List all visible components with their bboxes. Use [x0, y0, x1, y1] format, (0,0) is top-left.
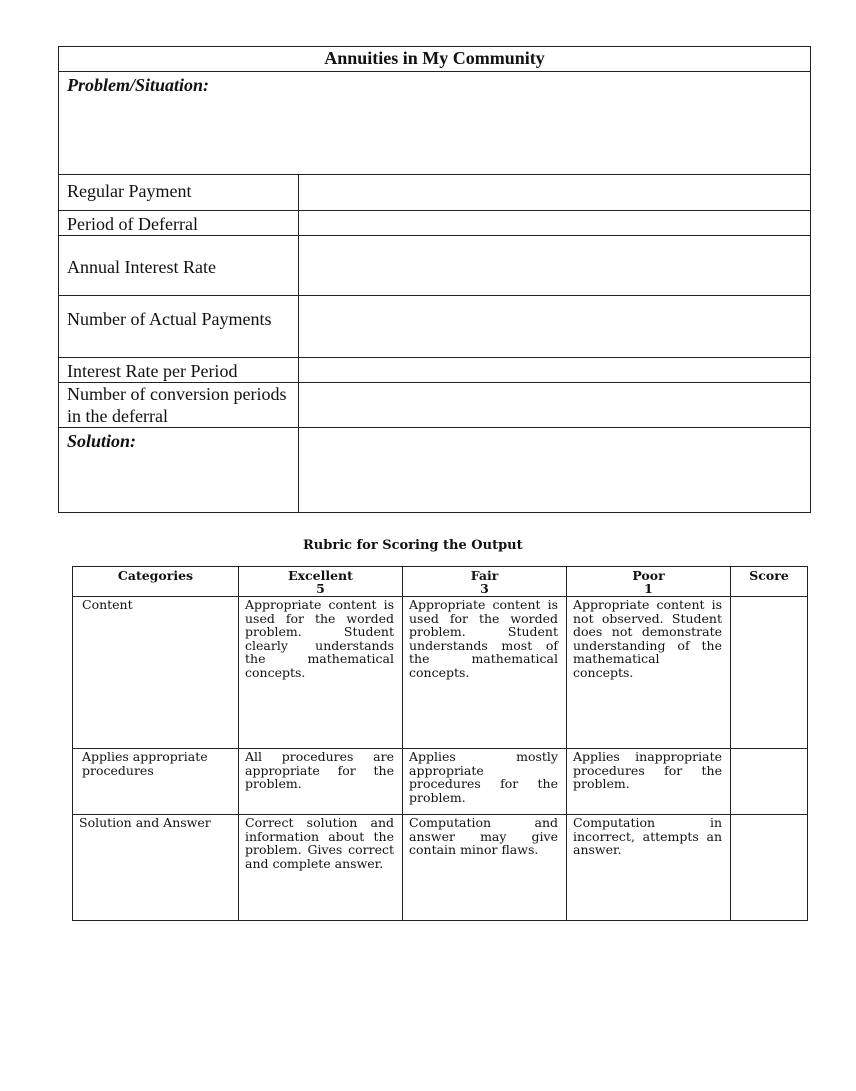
form-row — [59, 236, 811, 296]
poor-solution: Computation in incorrect, attempts an answer. — [567, 815, 731, 921]
form-row — [59, 211, 811, 236]
form-row — [59, 175, 811, 211]
poor-content: Appropriate content is not observed. Student does not demonstrate understanding of the mathematical concepts. — [567, 597, 731, 749]
annual-interest-rate-label: Annual Interest Rate — [59, 236, 299, 296]
header-poor: Poor 1 — [567, 567, 731, 597]
score-procedures[interactable] — [731, 749, 808, 815]
category-procedures: Applies appropriate procedures — [73, 749, 239, 815]
score-solution[interactable] — [731, 815, 808, 921]
number-of-actual-payments-label: Number of Actual Payments — [59, 296, 299, 358]
conversion-periods-value[interactable] — [299, 383, 811, 428]
fair-solution: Computation and answer may give contain minor flaws. — [403, 815, 567, 921]
solution-value[interactable] — [299, 428, 811, 513]
form-row — [59, 383, 811, 428]
regular-payment-label: Regular Payment — [59, 175, 299, 211]
form-title-row — [59, 47, 811, 72]
problem-row — [59, 72, 811, 175]
rubric-header-row — [73, 567, 808, 597]
rubric-table — [72, 566, 808, 921]
form-title: Annuities in My Community — [59, 47, 811, 72]
poor-score: 1 — [644, 581, 653, 596]
fair-score: 3 — [480, 581, 489, 596]
problem-situation-label: Problem/Situation: — [59, 72, 811, 175]
excellent-score: 5 — [316, 581, 325, 596]
rubric-row-content — [73, 597, 808, 749]
score-content[interactable] — [731, 597, 808, 749]
rubric-row-solution — [73, 815, 808, 921]
category-content: Content — [73, 597, 239, 749]
fair-content: Appropriate content is used for the worded problem. Student understands most of the mathematical concepts. — [403, 597, 567, 749]
regular-payment-value[interactable] — [299, 175, 811, 211]
solution-row — [59, 428, 811, 513]
rubric-row-procedures — [73, 749, 808, 815]
poor-procedures: Applies inappropriate procedures for the problem. — [567, 749, 731, 815]
annuity-form-table — [58, 46, 811, 513]
interest-rate-per-period-label: Interest Rate per Period — [59, 358, 299, 383]
rubric-title: Rubric for Scoring the Output — [303, 538, 523, 553]
period-of-deferral-value[interactable] — [299, 211, 811, 236]
number-of-actual-payments-value[interactable] — [299, 296, 811, 358]
annual-interest-rate-value[interactable] — [299, 236, 811, 296]
solution-label: Solution: — [59, 428, 299, 513]
header-score: Score — [731, 567, 808, 597]
header-excellent: Excellent 5 — [239, 567, 403, 597]
category-solution: Solution and Answer — [73, 815, 239, 921]
excellent-content: Appropriate content is used for the worded problem. Student clearly understands the mathematical concepts. — [239, 597, 403, 749]
conversion-periods-label: Number of conversion periods in the deferral — [59, 383, 299, 428]
form-row — [59, 296, 811, 358]
excellent-solution: Correct solution and information about the problem. Gives correct and complete answer. — [239, 815, 403, 921]
form-row — [59, 358, 811, 383]
excellent-procedures: All procedures are appropriate for the problem. — [239, 749, 403, 815]
period-of-deferral-label: Period of Deferral — [59, 211, 299, 236]
annuity-worksheet — [58, 46, 810, 513]
fair-procedures: Applies mostly appropriate procedures for the problem. — [403, 749, 567, 815]
interest-rate-per-period-value[interactable] — [299, 358, 811, 383]
header-fair: Fair 3 — [403, 567, 567, 597]
header-categories: Categories — [73, 567, 239, 597]
